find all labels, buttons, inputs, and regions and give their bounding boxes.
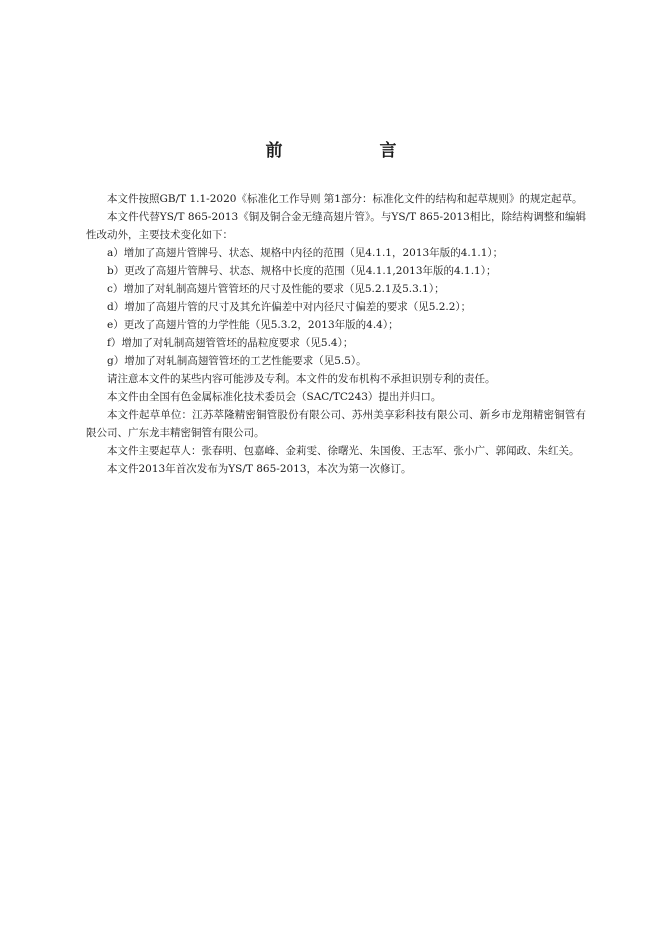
- change-item-c: c）增加了对轧制高翅片管管坯的尺寸及性能的要求（见5.2.1及5.3.1）；: [107, 283, 445, 295]
- change-item-e: e）更改了高翅片管的力学性能（见5.3.2，2013年版的4.4）；: [107, 319, 399, 331]
- document-body: [86, 190, 586, 478]
- change-item-d: d）增加了高翅片管的尺寸及其允许偏差中对内径尺寸偏差的要求（见5.2.2）；: [107, 301, 472, 313]
- paragraph-replacement: 本文件代替YS/T 865-2013《铜及铜合金无缝高翅片管》。与YS/T 865-2013相比，除结构调整和编辑性改动外，主要技术变化如下：: [86, 211, 586, 241]
- change-item-f: f）增加了对轧制高翅管管坯的晶粒度要求（见5.4）；: [107, 337, 354, 349]
- paragraph-proposer: 本文件由全国有色金属标准化技术委员会（SAC/TC243）提出并归口。: [107, 391, 442, 403]
- paragraph-history: 本文件2013年首次发布为YS/T 865-2013，本次为第一次修订。: [107, 463, 412, 475]
- paragraph-drafting-rules: 本文件按照GB/T 1.1-2020《标准化工作导则 第1部分：标准化文件的结构和起草规则》的规定起草。: [107, 193, 583, 205]
- paragraph-patent-notice: 请注意本文件的某些内容可能涉及专利。本文件的发布机构不承担识别专利的责任。: [107, 373, 496, 385]
- change-item-b: b）更改了高翅片管牌号、状态、规格中长度的范围（见4.1.1,2013年版的4.1.1）；: [107, 265, 497, 277]
- change-item-a: a）增加了高翅片管牌号、状态、规格中内径的范围（见4.1.1，2013年版的4.1.1）；: [107, 247, 504, 259]
- paragraph-drafters: 本文件主要起草人：张春明、包嘉峰、金莉雯、徐曙光、朱国俊、王志军、张小广、郭闻政、朱红关。: [107, 445, 580, 457]
- page-title: 前 言: [265, 141, 437, 161]
- change-item-g: g）增加了对轧制高翅管管坯的工艺性能要求（见5.5）。: [107, 355, 367, 367]
- paragraph-drafting-units: 本文件起草单位：江苏萃隆精密铜管股份有限公司、苏州美享彩科技有限公司、新乡市龙翔精密铜管有限公司、广东龙丰精密铜管有限公司。: [86, 409, 586, 439]
